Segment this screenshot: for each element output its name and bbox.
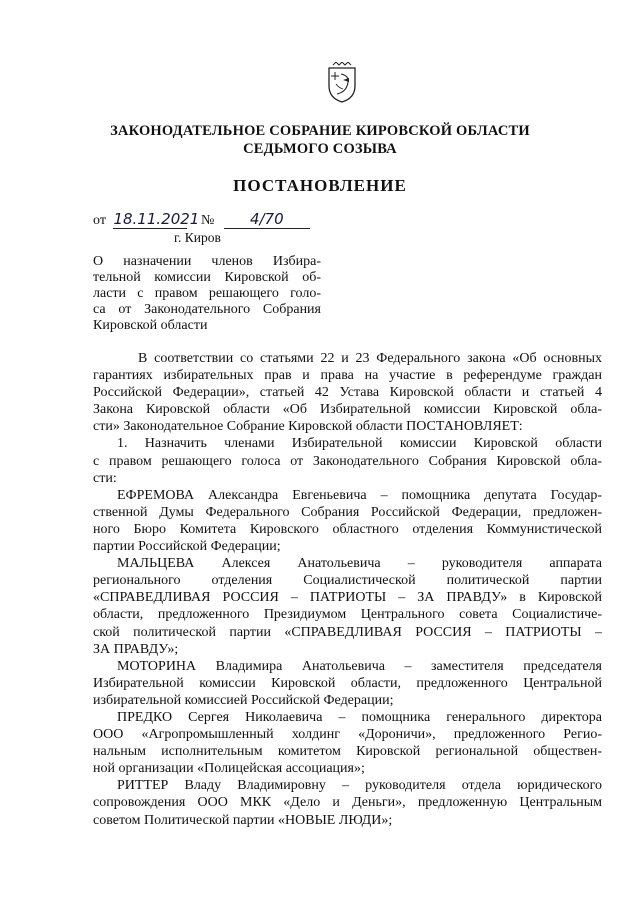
body-line: сти» Законодательное Собрание Кировской области ПОСТАНОВЛЯЕТ: — [93, 419, 523, 435]
subject-line: О назначении членов Избира- — [93, 254, 321, 269]
body-line: регионального отделения Социалистической политической партии — [93, 573, 602, 589]
body-line: избирательной комиссией Российской Федерации; — [93, 692, 394, 708]
body-line: ПРЕДКО Сергея Николаевича – помощника генерального директора — [117, 709, 602, 725]
body-line: «СПРАВЕДЛИВАЯ РОССИЯ – ПАТРИОТЫ – ЗА ПРАВДУ» в Кировской — [93, 590, 602, 606]
body-line: ной организации «Полицейская ассоциация»; — [93, 761, 365, 777]
body-line: В соответствии со статьями 22 и 23 Федерального закона «Об основных — [138, 351, 602, 366]
document-number: 4/70 — [224, 210, 310, 229]
body-line: ЗА ПРАВДУ»; — [93, 641, 179, 657]
body-line: РИТТЕР Владу Владимировну – руководителя отдела юридического — [117, 778, 602, 794]
from-label: от — [93, 213, 106, 228]
body-line: ской политической партии «СПРАВЕДЛИВАЯ РОССИЯ – ПАТРИОТЫ – — [93, 624, 602, 640]
body-line: 1. Назначить членами Избирательной комиссии Кировской области — [117, 436, 602, 452]
member-paragraph — [93, 709, 602, 777]
subject-line: тельной комиссии Кировской об- — [93, 270, 321, 285]
body-line: нальным исполнительным комитетом Кировской региональной обществен- — [93, 744, 602, 760]
body-line: партии Российской Федерации; — [93, 539, 281, 555]
document-date: 18.11.2021 — [113, 210, 200, 228]
member-paragraph — [93, 487, 602, 555]
body-line: ЕФРЕМОВА Александра Евгеньевича – помощника депутата Государ- — [117, 487, 602, 503]
preamble-paragraph — [93, 350, 602, 435]
body-line: сти: — [93, 470, 117, 486]
body-line: Российской Федерации», статьей 42 Устава Кировской области и статьей 4 — [93, 385, 602, 401]
document-type-title: ПОСТАНОВЛЕНИЕ — [233, 176, 407, 195]
body-line: ного Бюро Комитета Кировского областного отделения Коммунистической — [93, 521, 602, 537]
number-label: № — [200, 213, 215, 228]
body-line: с правом решающего голоса от Законодательного Собрания Кировской обла- — [93, 453, 602, 469]
body-line: советом Политической партии «НОВЫЕ ЛЮДИ»; — [93, 812, 393, 828]
body-line: ООО «Агропромышленный холдинг «Дороничи», предложенного Регио- — [93, 727, 602, 743]
subject-line: са от Законодательного Собрания — [93, 302, 321, 317]
date-number-line — [93, 210, 310, 232]
body-line: области, предложенного Президиумом Центрального совета Социалистиче- — [93, 607, 602, 623]
body-line: ственной Думы Федерального Собрания Российской Федерации, предложен- — [93, 504, 602, 520]
body-line: Избирательной комиссии Кировской области, предложенного Центральной — [93, 675, 602, 691]
org-name-line1: ЗАКОНОДАТЕЛЬНОЕ СОБРАНИЕ КИРОВСКОЙ ОБЛАСТИ — [110, 123, 530, 139]
body-line: Закона Кировской области «Об Избирательной комиссии Кировской обла- — [93, 402, 602, 418]
subject-line: ласти с правом решающего голо- — [93, 286, 321, 301]
body-line: сопровождения ООО МКК «Дело и Деньги», предложенную Центральным — [93, 795, 602, 811]
body-line: гарантиях избирательных прав и права на участие в референдуме граждан — [93, 368, 602, 384]
kirov-coat-of-arms-icon — [327, 62, 357, 104]
org-name-line2: СЕДЬМОГО СОЗЫВА — [243, 141, 397, 157]
member-paragraph — [93, 555, 602, 658]
document-subject — [93, 254, 321, 334]
body-line: МОТОРИНА Владимира Анатольевича – заместителя председателя — [117, 658, 602, 674]
member-paragraph — [93, 658, 602, 709]
body-line: МАЛЬЦЕВА Алексея Анатольевича – руководителя аппарата — [117, 556, 602, 572]
city-label: г. Киров — [174, 230, 221, 245]
member-paragraph — [93, 777, 602, 828]
document-body — [93, 350, 602, 829]
point-1-paragraph — [93, 435, 602, 486]
subject-line: Кировской области — [93, 318, 208, 333]
